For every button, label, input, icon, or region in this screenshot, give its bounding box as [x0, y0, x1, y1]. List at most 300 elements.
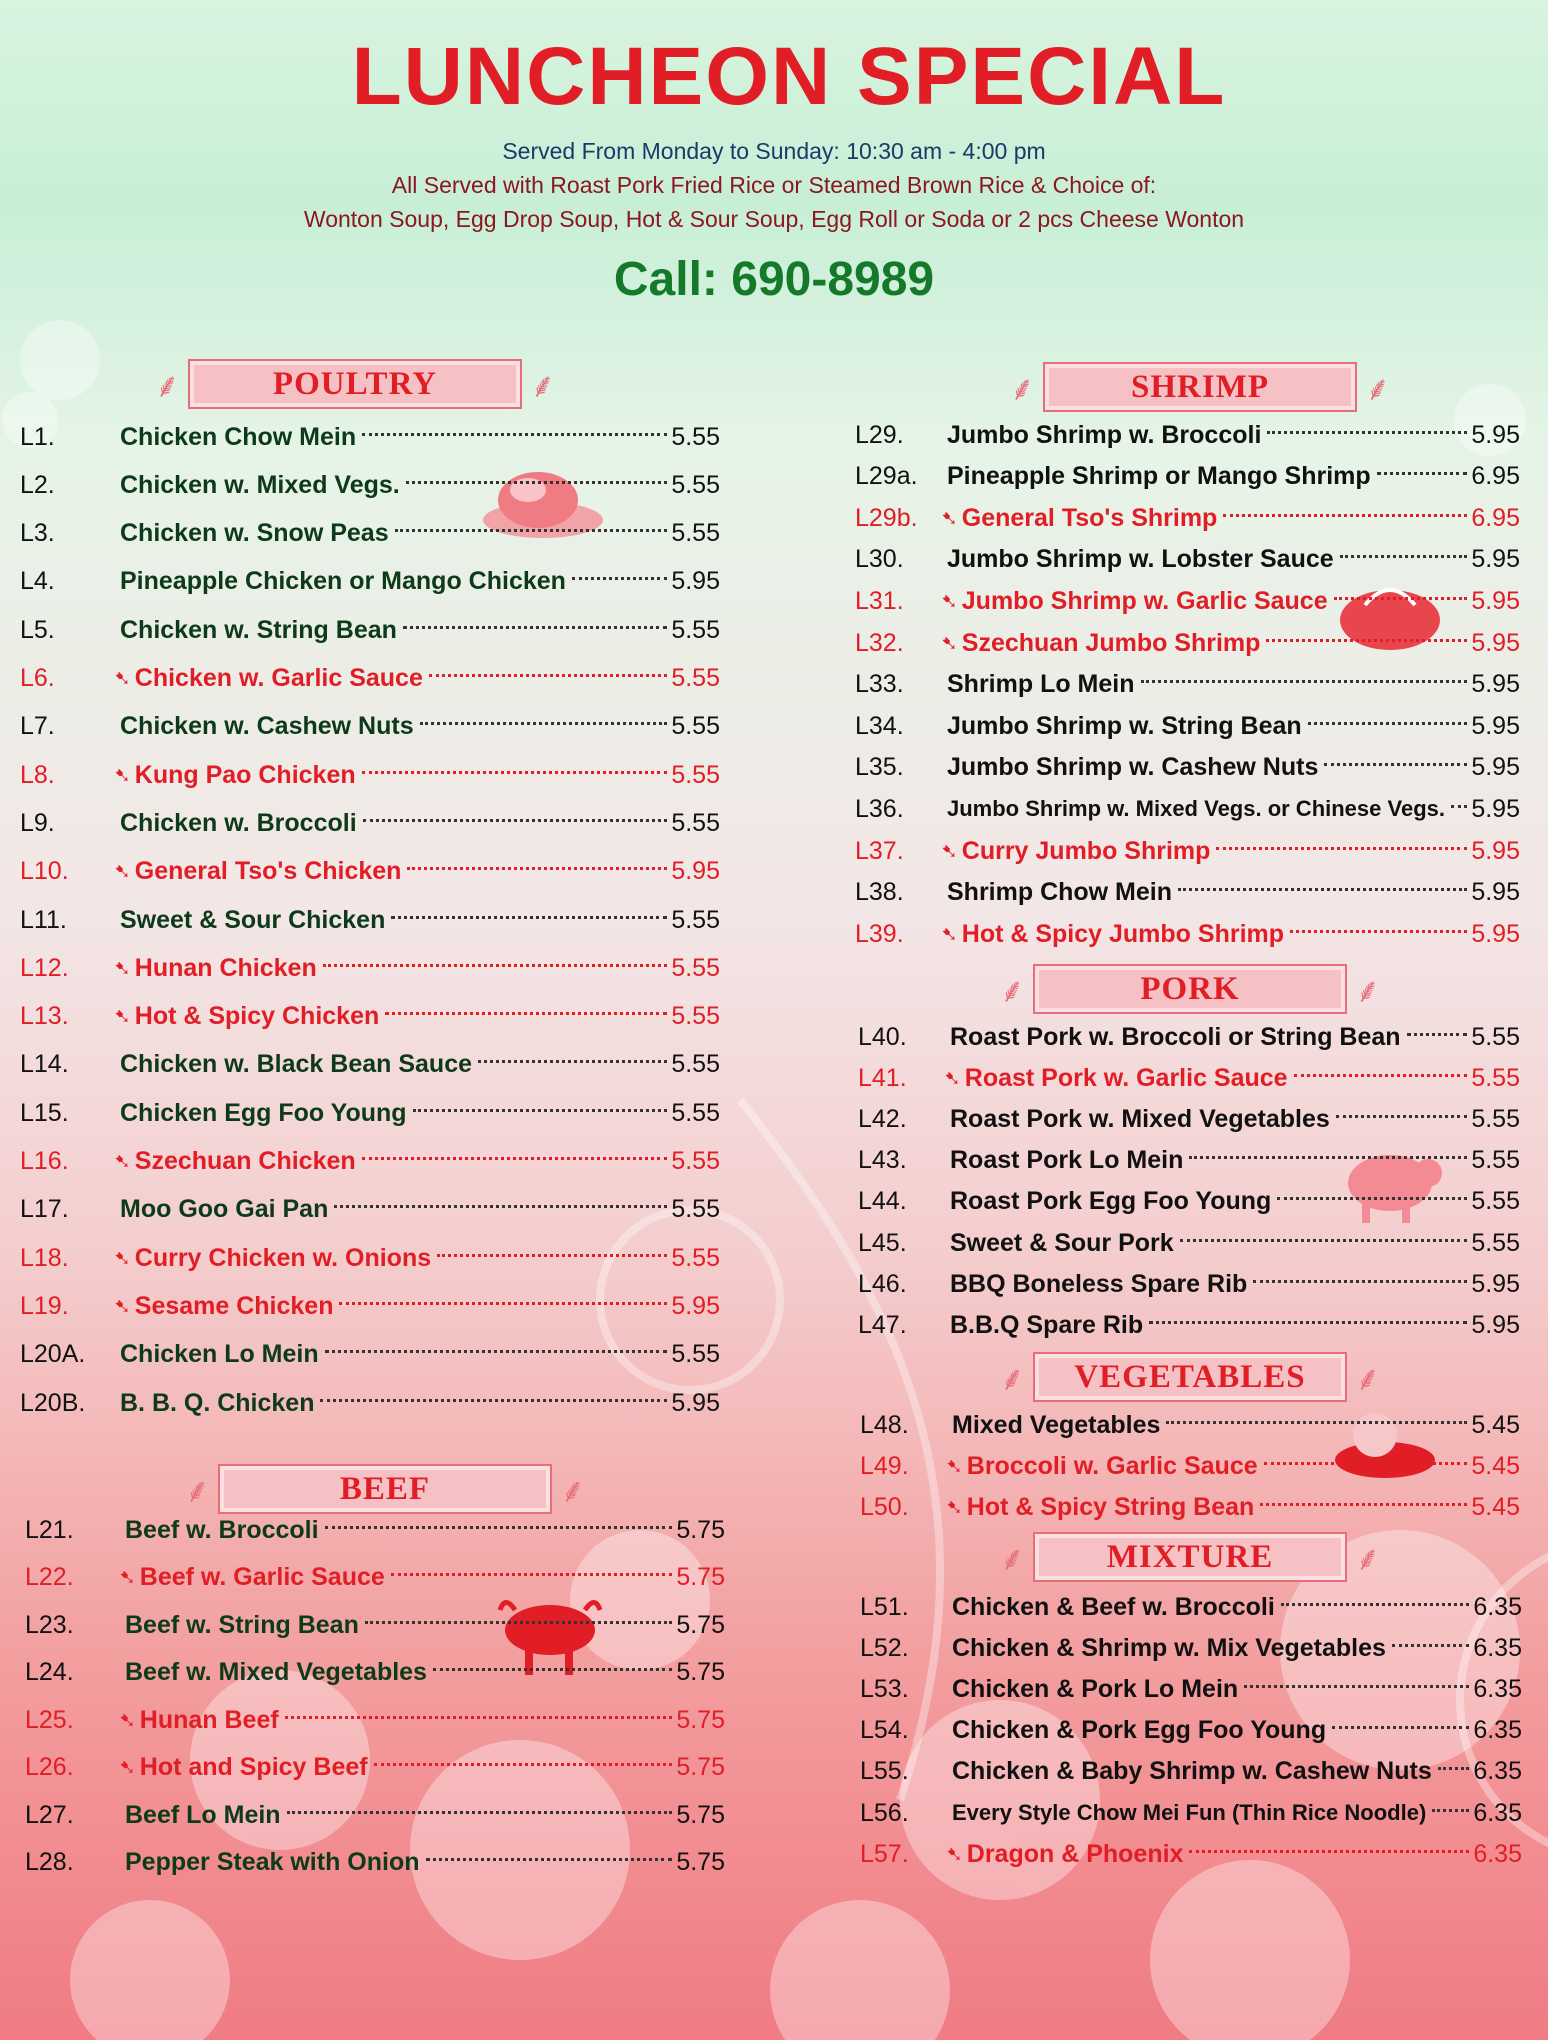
menu-item-beef: [25, 1843, 725, 1883]
menu-item-beef: [25, 1605, 725, 1645]
item-price: 5.95: [1471, 1310, 1520, 1339]
dot-leader: [385, 1012, 667, 1015]
menu-item-beef: [25, 1795, 725, 1835]
item-price: 5.75: [676, 1848, 725, 1876]
item-code: L26.: [25, 1753, 74, 1781]
item-code: L49.: [860, 1451, 909, 1480]
item-name: Moo Goo Gai Pan: [120, 1195, 329, 1224]
item-code: L41.: [858, 1063, 907, 1092]
hours-text: Served From Monday to Sunday: 10:30 am - 4:00 pm: [502, 138, 1046, 164]
dot-leader: [287, 1811, 673, 1814]
item-name: Hot and Spicy Beef: [139, 1753, 368, 1781]
menu-item-poultry: [20, 417, 720, 457]
item-name: Hunan Beef: [139, 1705, 279, 1734]
item-code: L57.: [860, 1839, 909, 1868]
item-code: L45.: [858, 1228, 907, 1257]
menu-item-beef: [25, 1748, 725, 1788]
item-name: Szechuan Jumbo Shrimp: [961, 628, 1261, 657]
item-price: 5.55: [671, 519, 720, 548]
banner-pork: [990, 965, 1390, 1013]
section-title-pork: PORK: [1140, 970, 1240, 1007]
menu-item-poultry: [20, 659, 720, 699]
dot-leader: [1216, 847, 1467, 850]
scroll-left-icon: ⸙: [184, 1472, 210, 1510]
item-name: Chicken w. Broccoli: [120, 808, 357, 837]
chili-pepper-icon: ➷: [941, 923, 958, 946]
item-code: L31.: [855, 586, 904, 615]
menu-item-shrimp: [855, 623, 1520, 663]
item-price: 5.95: [1471, 753, 1520, 782]
item-name: Pepper Steak with Onion: [125, 1848, 420, 1876]
menu-item-poultry: [20, 1286, 720, 1326]
item-code: L20B.: [20, 1388, 86, 1417]
scroll-left-icon: ⸙: [999, 972, 1025, 1010]
item-price: 5.95: [1471, 586, 1520, 615]
item-code: L22.: [25, 1563, 74, 1591]
item-price: 5.55: [671, 470, 720, 499]
chili-pepper-icon: ➷: [946, 1496, 963, 1519]
choices-text: Wonton Soup, Egg Drop Soup, Hot & Sour Soup, Egg Roll or Soda or 2 pcs Cheese Wonton: [303, 206, 1245, 232]
item-price: 5.75: [676, 1515, 725, 1544]
item-price: 5.55: [671, 712, 720, 741]
item-name: Hunan Chicken: [134, 953, 317, 982]
item-price: 5.95: [1471, 878, 1520, 907]
dot-leader: [362, 433, 667, 436]
dot-leader: [437, 1254, 667, 1257]
item-price: 5.55: [671, 1050, 720, 1079]
item-name: Sweet & Sour Chicken: [120, 905, 386, 934]
menu-item-shrimp: [855, 748, 1520, 788]
chili-pepper-icon: ➷: [941, 632, 958, 655]
scroll-right-icon: ⸙: [1355, 1360, 1381, 1398]
menu-item-poultry: [20, 852, 720, 892]
phone-number: Call: 690-8989: [613, 253, 935, 306]
item-name: Sesame Chicken: [134, 1291, 334, 1320]
item-name: Every Style Chow Mei Fun (Thin Rice Noodle): [952, 1800, 1427, 1825]
dot-leader: [1180, 1239, 1468, 1242]
menu-item-pork: [858, 1223, 1520, 1263]
dot-leader: [429, 674, 667, 677]
item-name: Roast Pork w. Garlic Sauce: [964, 1063, 1288, 1092]
item-code: L16.: [20, 1147, 69, 1175]
item-code: L52.: [860, 1633, 909, 1662]
menu-item-pork: [858, 1305, 1520, 1345]
menu-item-shrimp: [855, 498, 1520, 538]
item-code: L10.: [20, 857, 69, 886]
dot-leader: [1264, 1462, 1468, 1465]
item-code: L55.: [860, 1757, 909, 1786]
item-price: 5.75: [676, 1610, 725, 1639]
item-price: 5.75: [676, 1658, 725, 1686]
dot-leader: [1334, 597, 1468, 600]
menu-item-poultry: [20, 1190, 720, 1230]
item-name: Chicken & Pork Egg Foo Young: [952, 1716, 1327, 1745]
item-code: L13.: [20, 1002, 69, 1031]
dot-leader: [1451, 805, 1467, 808]
dot-leader: [1432, 1809, 1469, 1812]
menu-item-poultry: [20, 900, 720, 940]
chili-pepper-icon: ➷: [119, 1757, 136, 1779]
item-code: L21.: [25, 1515, 74, 1544]
item-price: 5.95: [1471, 545, 1520, 574]
item-name: Jumbo Shrimp w. Garlic Sauce: [961, 586, 1328, 615]
item-price: 5.55: [671, 1002, 720, 1031]
dot-leader: [395, 529, 668, 532]
item-price: 5.55: [671, 1098, 720, 1127]
menu-item-pork: [858, 1017, 1520, 1057]
menu-item-poultry: [20, 948, 720, 988]
item-code: L46.: [858, 1269, 907, 1298]
item-price: 6.35: [1473, 1798, 1522, 1827]
item-code: L51.: [860, 1592, 909, 1621]
dot-leader: [391, 1573, 673, 1576]
chili-pepper-icon: ➷: [114, 1151, 131, 1173]
dot-leader: [1141, 680, 1468, 683]
item-code: L25.: [25, 1705, 74, 1734]
dot-leader: [362, 1157, 668, 1160]
item-name: Roast Pork w. Mixed Vegetables: [950, 1104, 1330, 1133]
menu-item-shrimp: [855, 540, 1520, 580]
dot-leader: [413, 1109, 668, 1112]
dot-leader: [1260, 1503, 1467, 1506]
item-name: General Tso's Shrimp: [961, 503, 1218, 532]
item-price: 5.75: [676, 1705, 725, 1734]
chili-pepper-icon: ➷: [119, 1567, 136, 1589]
item-price: 5.55: [671, 664, 720, 692]
menu-item-mixture: [860, 1752, 1522, 1792]
item-code: L18.: [20, 1243, 69, 1272]
menu-item-shrimp: [855, 789, 1520, 829]
menu-item-vegetables: [860, 1446, 1520, 1486]
dot-leader: [406, 481, 668, 484]
item-name: Szechuan Chicken: [134, 1147, 356, 1175]
menu-item-shrimp: [855, 873, 1520, 913]
item-name: Beef w. Garlic Sauce: [139, 1563, 385, 1591]
item-name: Beef w. String Bean: [125, 1610, 359, 1639]
menu-item-shrimp: [855, 457, 1520, 497]
item-name: Chicken Lo Mein: [120, 1340, 319, 1369]
item-price: 5.55: [671, 760, 720, 789]
item-price: 5.55: [671, 422, 720, 451]
item-code: L29b.: [855, 503, 918, 532]
item-price: 5.75: [676, 1800, 725, 1829]
item-code: L7.: [20, 712, 55, 741]
item-name: Shrimp Lo Mein: [947, 670, 1135, 699]
menu-item-pork: [858, 1264, 1520, 1304]
item-name: Curry Chicken w. Onions: [134, 1243, 432, 1272]
item-name: B.B.Q Spare Rib: [950, 1310, 1144, 1339]
item-code: L35.: [855, 753, 904, 782]
dot-leader: [1290, 930, 1467, 933]
item-name: Chicken & Baby Shrimp w. Cashew Nuts: [952, 1757, 1432, 1786]
item-code: L34.: [855, 711, 904, 740]
item-code: L43.: [858, 1146, 907, 1175]
item-name: Roast Pork Egg Foo Young: [950, 1187, 1272, 1216]
chili-pepper-icon: ➷: [114, 861, 131, 884]
menu-item-poultry: [20, 1335, 720, 1375]
menu-item-shrimp: [855, 914, 1520, 954]
banner-mixture: [990, 1533, 1390, 1581]
item-name: Sweet & Sour Pork: [950, 1228, 1174, 1257]
menu-item-beef: [25, 1653, 725, 1693]
menu-item-poultry: [20, 997, 720, 1037]
item-price: 5.55: [671, 1340, 720, 1369]
item-code: L32.: [855, 628, 904, 657]
item-name: Beef w. Mixed Vegetables: [125, 1658, 427, 1686]
item-code: L29a.: [855, 462, 918, 491]
item-price: 6.35: [1473, 1716, 1522, 1745]
dot-leader: [420, 722, 668, 725]
item-code: L9.: [20, 808, 55, 837]
menu-item-beef: [25, 1558, 725, 1598]
item-name: B. B. Q. Chicken: [120, 1388, 315, 1417]
menu-item-poultry: [20, 1238, 720, 1278]
menu-header: [0, 31, 1548, 307]
dot-leader: [403, 626, 667, 629]
chili-pepper-icon: ➷: [941, 590, 958, 613]
item-code: L11.: [20, 905, 67, 934]
item-price: 5.55: [671, 905, 720, 934]
item-price: 5.95: [1471, 836, 1520, 865]
item-price: 5.55: [1471, 1022, 1520, 1051]
menu-item-poultry: [20, 707, 720, 747]
item-name: Chicken & Shrimp w. Mix Vegetables: [952, 1633, 1386, 1662]
menu-item-mixture: [860, 1587, 1522, 1627]
item-code: L48.: [860, 1410, 909, 1439]
dot-leader: [320, 1399, 667, 1402]
item-code: L2.: [20, 470, 55, 499]
item-name: Pineapple Shrimp or Mango Shrimp: [947, 462, 1371, 491]
item-name: Chicken w. Black Bean Sauce: [120, 1050, 473, 1079]
chili-pepper-icon: ➷: [946, 1455, 963, 1478]
item-name: Kung Pao Chicken: [134, 760, 356, 789]
banner-poultry: [140, 360, 570, 408]
item-name: Roast Pork Lo Mein: [950, 1146, 1184, 1175]
scroll-right-icon: ⸙: [560, 1472, 586, 1510]
item-name: Chicken & Beef w. Broccoli: [952, 1592, 1275, 1621]
item-price: 5.55: [1471, 1063, 1520, 1092]
scroll-right-icon: ⸙: [1355, 972, 1381, 1010]
dot-leader: [1253, 1280, 1467, 1283]
item-code: L19.: [20, 1291, 69, 1320]
item-name: Chicken w. String Bean: [120, 615, 397, 644]
item-code: L20A.: [20, 1340, 86, 1369]
served-with-text: All Served with Roast Pork Fried Rice or Steamed Brown Rice & Choice of:: [391, 172, 1157, 198]
item-name: Chicken w. Snow Peas: [120, 519, 389, 548]
item-code: L54.: [860, 1716, 909, 1745]
item-code: L40.: [858, 1022, 907, 1051]
scroll-left-icon: ⸙: [999, 1360, 1025, 1398]
item-price: 5.55: [1471, 1146, 1520, 1175]
item-price: 5.95: [1471, 1269, 1520, 1298]
item-price: 5.55: [1471, 1187, 1520, 1216]
item-price: 5.55: [1471, 1104, 1520, 1133]
item-code: L12.: [20, 953, 69, 982]
menu-item-mixture: [860, 1834, 1522, 1874]
item-code: L15.: [20, 1098, 69, 1127]
menu-item-shrimp: [855, 706, 1520, 746]
chili-pepper-icon: ➷: [114, 1295, 131, 1318]
dot-leader: [1324, 763, 1467, 766]
menu-item-pork: [858, 1099, 1520, 1139]
dot-leader: [1438, 1767, 1470, 1770]
menu-item-poultry: [20, 514, 720, 554]
scroll-left-icon: ⸙: [999, 1540, 1025, 1578]
menu-item-mixture: [860, 1669, 1522, 1709]
item-price: 5.95: [1471, 670, 1520, 699]
item-name: Chicken & Pork Lo Mein: [952, 1674, 1239, 1703]
dot-leader: [478, 1060, 667, 1063]
item-code: L38.: [855, 878, 904, 907]
dot-leader: [407, 867, 667, 870]
item-name: Hot & Spicy Chicken: [134, 1002, 380, 1031]
menu-item-mixture: [860, 1711, 1522, 1751]
item-code: L4.: [20, 567, 55, 596]
dot-leader: [1244, 1685, 1469, 1688]
scroll-right-icon: ⸙: [1365, 370, 1391, 408]
section-title-beef: BEEF: [339, 1470, 431, 1507]
dot-leader: [1223, 514, 1467, 517]
chili-pepper-icon: ➷: [114, 764, 131, 787]
dot-leader: [1340, 555, 1468, 558]
item-code: L6.: [20, 664, 55, 692]
menu-item-poultry: [20, 1142, 720, 1182]
chili-pepper-icon: ➷: [941, 840, 958, 863]
item-name: Roast Pork w. Broccoli or String Bean: [950, 1022, 1401, 1051]
item-name: Broccoli w. Garlic Sauce: [966, 1451, 1258, 1480]
dot-leader: [1149, 1321, 1467, 1324]
item-code: L8.: [20, 760, 55, 789]
item-price: 5.45: [1471, 1492, 1520, 1521]
item-price: 5.55: [1471, 1228, 1520, 1257]
dot-leader: [1189, 1156, 1467, 1159]
menu-item-shrimp: [855, 581, 1520, 621]
dot-leader: [374, 1763, 673, 1766]
item-code: L56.: [860, 1798, 909, 1827]
item-name: BBQ Boneless Spare Rib: [950, 1269, 1248, 1298]
item-name: Jumbo Shrimp w. Cashew Nuts: [947, 753, 1319, 782]
item-name: Jumbo Shrimp w. Mixed Vegs. or Chinese Vegs.: [947, 796, 1445, 822]
chili-pepper-icon: ➷: [946, 1843, 963, 1866]
item-name: Dragon & Phoenix: [966, 1839, 1184, 1868]
item-code: L5.: [20, 615, 55, 644]
item-price: 5.95: [671, 567, 720, 596]
banner-shrimp: [1000, 363, 1400, 411]
section-title-poultry: POULTRY: [272, 365, 438, 402]
scroll-right-icon: ⸙: [530, 367, 556, 405]
item-code: L36.: [855, 794, 904, 823]
dot-leader: [325, 1526, 673, 1529]
chili-pepper-icon: ➷: [114, 668, 131, 690]
menu-item-poultry: [20, 1045, 720, 1085]
item-name: Jumbo Shrimp w. Lobster Sauce: [947, 545, 1334, 574]
item-price: 5.95: [1471, 420, 1520, 449]
item-code: L28.: [25, 1848, 74, 1876]
section-title-vegetables: VEGETABLES: [1074, 1358, 1306, 1395]
item-price: 5.95: [1471, 711, 1520, 740]
dot-leader: [363, 819, 668, 822]
chili-pepper-icon: ➷: [944, 1067, 961, 1090]
dot-leader: [1281, 1603, 1470, 1606]
chili-pepper-icon: ➷: [941, 507, 958, 530]
menu-item-mixture: [860, 1793, 1522, 1833]
item-code: L39.: [855, 919, 904, 948]
dot-leader: [334, 1205, 667, 1208]
dot-leader: [1277, 1197, 1467, 1200]
dot-leader: [1189, 1850, 1469, 1853]
dot-leader: [339, 1302, 667, 1305]
item-name: Beef Lo Mein: [125, 1800, 281, 1829]
item-code: L24.: [25, 1658, 74, 1686]
banner-vegetables: [990, 1353, 1390, 1401]
chili-pepper-icon: ➷: [114, 1006, 131, 1029]
item-price: 6.95: [1471, 462, 1520, 491]
item-name: Chicken Egg Foo Young: [120, 1098, 407, 1127]
item-name: Chicken Chow Mein: [120, 422, 357, 451]
dot-leader: [1336, 1115, 1468, 1118]
dot-leader: [325, 1350, 668, 1353]
chili-pepper-icon: ➷: [119, 1709, 136, 1732]
menu-item-pork: [858, 1182, 1520, 1222]
item-code: L27.: [25, 1800, 74, 1829]
item-price: 5.45: [1471, 1410, 1520, 1439]
item-code: L47.: [858, 1310, 907, 1339]
item-name: Beef w. Broccoli: [125, 1515, 319, 1544]
dot-leader: [1332, 1726, 1469, 1729]
item-price: 6.35: [1473, 1757, 1522, 1786]
menu-item-shrimp: [855, 665, 1520, 705]
item-name: General Tso's Chicken: [134, 857, 402, 886]
page-title: LUNCHEON SPECIAL: [351, 31, 1227, 122]
dot-leader: [1392, 1644, 1469, 1647]
item-price: 6.35: [1473, 1674, 1522, 1703]
dot-leader: [1266, 639, 1467, 642]
section-title-mixture: MIXTURE: [1106, 1538, 1274, 1575]
menu-item-poultry: [20, 755, 720, 795]
item-price: 5.95: [1471, 794, 1520, 823]
menu-item-poultry: [20, 562, 720, 602]
dot-leader: [285, 1716, 673, 1719]
menu-item-poultry: [20, 803, 720, 843]
section-title-shrimp: SHRIMP: [1131, 368, 1269, 405]
item-name: Jumbo Shrimp w. Broccoli: [947, 420, 1262, 449]
item-name: Hot & Spicy Jumbo Shrimp: [961, 919, 1285, 948]
item-code: L23.: [25, 1610, 74, 1639]
dot-leader: [1308, 722, 1468, 725]
item-price: 5.95: [671, 1388, 720, 1417]
item-price: 6.35: [1473, 1633, 1522, 1662]
menu-item-poultry: [20, 1093, 720, 1133]
item-code: L30.: [855, 545, 904, 574]
scroll-left-icon: ⸙: [154, 367, 180, 405]
menu-item-mixture: [860, 1628, 1522, 1668]
menu-item-beef: [25, 1510, 725, 1550]
banner-beef: [170, 1465, 600, 1513]
dot-leader: [391, 916, 667, 919]
item-name: Pineapple Chicken or Mango Chicken: [120, 567, 566, 596]
item-price: 5.95: [1471, 628, 1520, 657]
dot-leader: [433, 1668, 672, 1671]
item-code: L33.: [855, 670, 904, 699]
dot-leader: [323, 964, 668, 967]
item-price: 6.95: [1471, 503, 1520, 532]
menu-item-poultry: [20, 1383, 720, 1423]
dot-leader: [1377, 472, 1468, 475]
item-price: 5.75: [676, 1563, 725, 1591]
dot-leader: [1407, 1033, 1468, 1036]
dot-leader: [572, 577, 667, 580]
item-price: 5.55: [671, 615, 720, 644]
